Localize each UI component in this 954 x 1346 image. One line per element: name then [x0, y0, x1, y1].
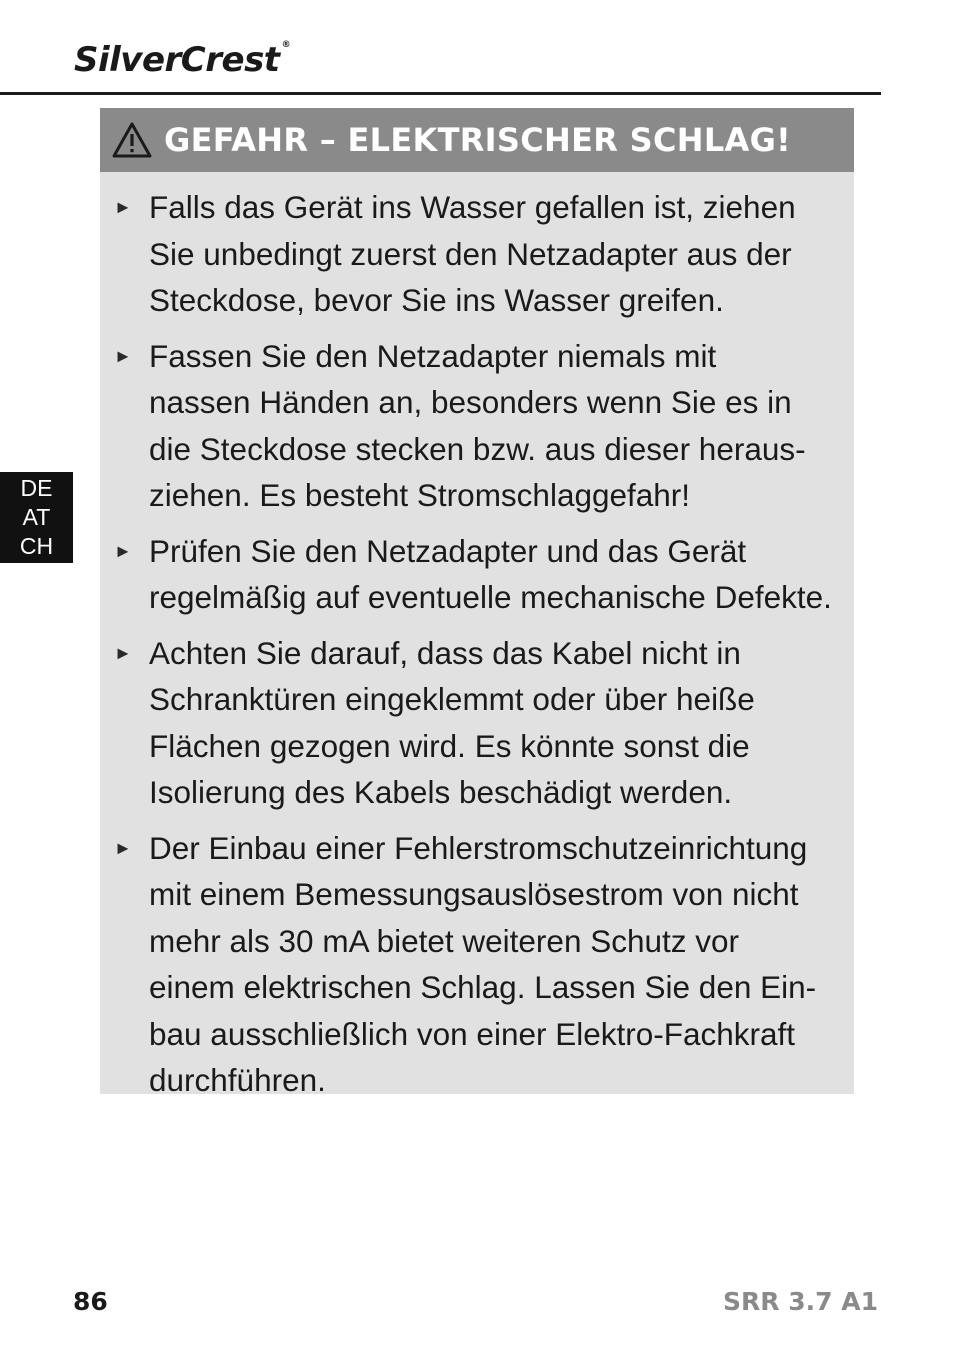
- list-item-text: Der Einbau einer Fehlerstromschutzeinrichtung mit einem Bemessungsauslösestrom von nicht mehr als 30 mA bietet weiteren Schutz vor einem elektrischen Schlag. Lassen Sie den Ein- bau ausschließlich von einer Elektro-Fachkraft durchführen.: [149, 829, 817, 1098]
- language-tab: [0, 472, 73, 563]
- list-item: [100, 825, 854, 1104]
- language-de: DE: [20, 475, 53, 501]
- warning-box: [100, 108, 854, 1098]
- page-number: 86: [73, 1287, 108, 1316]
- list-item: [100, 333, 854, 519]
- warning-title: GEFAHR – ELEKTRISCHER SCHLAG!: [164, 121, 792, 159]
- bullet-arrow-icon: ►: [114, 345, 132, 366]
- warning-header: [100, 108, 854, 172]
- logo-text: SilverCrest: [74, 40, 280, 80]
- warning-list: [100, 172, 854, 1104]
- list-item-text: Achten Sie darauf, dass das Kabel nicht in Schranktüren eingeklemmt oder über heiße Flächen gezogen wird. Es könnte sonst die Isolierung des Kabels beschädigt werden.: [149, 634, 755, 810]
- bullet-arrow-icon: ►: [114, 197, 132, 217]
- list-item: [100, 630, 854, 816]
- list-item-text: Fassen Sie den Netzadapter niemals mit nassen Händen an, besonders wenn Sie es in die Steckdose stecken bzw. aus dieser heraus- ziehen. Es besteht Stromschlaggefahr!: [149, 337, 806, 513]
- bullet-arrow-icon: ►: [114, 837, 132, 858]
- model-number: SRR 3.7 A1: [723, 1287, 878, 1316]
- list-item-text: Falls das Gerät ins Wasser gefallen ist, ziehen Sie unbedingt zuerst den Netzadapter aus der Steckdose, bevor Sie ins Wasser greifen.: [149, 189, 796, 318]
- bullet-arrow-icon: ►: [114, 642, 132, 663]
- list-item: [100, 184, 854, 324]
- brand-logo: [74, 40, 290, 80]
- warning-triangle-icon: [112, 122, 152, 158]
- language-at: AT: [22, 504, 51, 530]
- bullet-arrow-icon: ►: [114, 540, 132, 561]
- header-divider: [0, 92, 881, 95]
- language-ch: CH: [19, 533, 54, 559]
- list-item: [100, 528, 854, 621]
- registered-mark: ®: [281, 40, 291, 50]
- list-item-text: Prüfen Sie den Netzadapter und das Gerät regelmäßig auf eventuelle mechanische Defekte.: [149, 532, 832, 615]
